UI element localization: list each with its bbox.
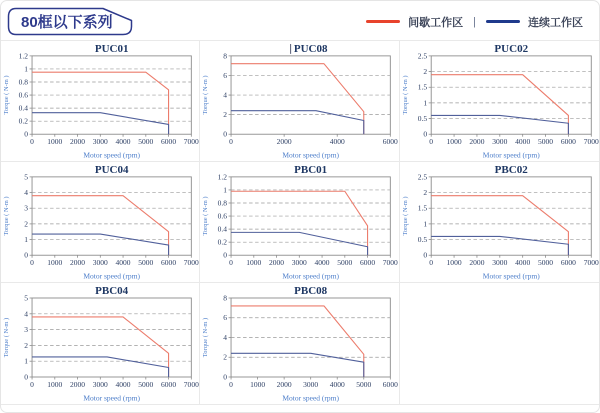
page-title: 80框以下系列 xyxy=(21,14,113,31)
y-tick-label: 1.2 xyxy=(217,172,228,182)
y-tick-label: 0 xyxy=(24,372,29,382)
chart-pbc04 xyxy=(1,283,200,404)
x-tick-label: 4000 xyxy=(115,137,131,147)
chart-title: PUC02 xyxy=(493,42,528,55)
x-tick-label: 2000 xyxy=(469,137,485,147)
y-tick-label: 2 xyxy=(24,219,29,229)
plot-area xyxy=(431,56,591,134)
x-tick-label: 2000 xyxy=(70,380,86,389)
y-tick-label: 5 xyxy=(24,293,29,303)
y-tick-label: 8 xyxy=(223,293,228,303)
y-tick-label: 0.4 xyxy=(18,103,29,113)
y-tick-label: 2 xyxy=(24,340,29,350)
plot-area xyxy=(431,177,591,255)
chart-title: PBC08 xyxy=(294,285,328,297)
chart-title: PBC02 xyxy=(494,163,528,176)
y-axis-label: Torque ( N-m ) xyxy=(2,196,11,236)
x-tick-label: 5000 xyxy=(356,380,372,389)
y-tick-label: 0.8 xyxy=(18,77,29,87)
y-axis-label: Torque ( N-m ) xyxy=(401,196,409,236)
x-tick-label: 3000 xyxy=(92,380,108,389)
x-tick-label: 3000 xyxy=(303,380,319,389)
x-tick-label: 1000 xyxy=(47,258,63,268)
continuous-line-swatch xyxy=(486,20,520,23)
y-tick-label: 1.5 xyxy=(417,82,427,92)
x-tick-label: 4000 xyxy=(514,258,530,268)
y-tick-label: 0 xyxy=(423,250,427,260)
y-tick-label: 2.5 xyxy=(417,172,427,182)
x-tick-label: 4000 xyxy=(330,137,346,147)
x-tick-label: 2000 xyxy=(70,258,86,268)
y-tick-label: 2 xyxy=(223,110,228,120)
y-tick-label: 0.6 xyxy=(217,211,228,221)
y-axis-label: Torque ( N-m ) xyxy=(202,75,210,115)
y-tick-label: 0 xyxy=(423,129,427,139)
chart-puc02 xyxy=(400,41,599,162)
x-tick-label: 3000 xyxy=(92,258,108,268)
x-tick-label: 1000 xyxy=(446,258,462,268)
x-axis-label: Motor speed (rpm) xyxy=(482,150,540,160)
x-tick-label: 7000 xyxy=(583,137,599,147)
x-tick-label: 4000 xyxy=(314,258,330,268)
x-tick-label: 0 xyxy=(229,380,234,389)
chart-puc08 xyxy=(200,41,399,162)
intermittent-line-swatch xyxy=(366,20,400,23)
chart-grid xyxy=(1,40,599,405)
x-tick-label: 3000 xyxy=(292,258,308,268)
y-tick-label: 0 xyxy=(223,129,228,139)
y-tick-label: 1.5 xyxy=(417,203,427,213)
continuous-label: 连续工作区 xyxy=(528,16,583,29)
y-tick-label: 5 xyxy=(24,172,29,182)
x-tick-label: 4000 xyxy=(330,380,346,389)
x-tick-label: 0 xyxy=(229,137,234,147)
y-tick-label: 1 xyxy=(423,219,427,229)
x-axis-label: Motor speed (rpm) xyxy=(482,271,540,281)
x-tick-label: 0 xyxy=(229,258,234,268)
y-tick-label: 0.6 xyxy=(18,90,29,100)
x-tick-label: 2000 xyxy=(469,258,485,268)
y-tick-label: 1 xyxy=(223,185,228,195)
x-tick-label: 1000 xyxy=(47,137,63,147)
y-tick-label: 0.2 xyxy=(217,237,228,247)
x-tick-label: 5000 xyxy=(537,258,553,268)
y-tick-label: 3 xyxy=(24,325,29,335)
x-tick-label: 6000 xyxy=(383,380,399,389)
x-tick-label: 7000 xyxy=(183,380,199,389)
y-tick-label: 0 xyxy=(24,129,29,139)
x-tick-label: 6000 xyxy=(383,137,399,147)
x-tick-label: 6000 xyxy=(360,258,376,268)
x-tick-label: 7000 xyxy=(583,258,599,268)
y-tick-label: 0 xyxy=(223,250,228,260)
y-axis-label: Torque ( N-m ) xyxy=(202,317,210,358)
chart-pbc02 xyxy=(400,162,599,283)
x-axis-label: Motor speed (rpm) xyxy=(83,150,141,160)
x-tick-label: 6000 xyxy=(161,380,177,389)
x-tick-label: 5000 xyxy=(138,258,154,268)
y-tick-label: 1 xyxy=(24,235,29,245)
x-axis-label: Motor speed (rpm) xyxy=(83,271,141,281)
x-tick-label: 0 xyxy=(30,137,34,147)
y-tick-label: 0.5 xyxy=(417,114,427,124)
x-tick-label: 6000 xyxy=(560,137,576,147)
y-tick-label: 1 xyxy=(24,64,29,74)
x-tick-label: 7000 xyxy=(183,258,199,268)
y-tick-label: 8 xyxy=(223,51,228,61)
y-tick-label: 0.5 xyxy=(417,235,427,245)
chart-title: PBC01 xyxy=(294,163,328,176)
y-axis-label: Torque ( N-m ) xyxy=(2,75,11,115)
x-axis-label: Motor speed (rpm) xyxy=(282,393,340,403)
page-title-tag xyxy=(7,7,133,36)
legend-separator: | xyxy=(473,15,476,28)
x-tick-label: 6000 xyxy=(560,258,576,268)
x-axis-label: Motor speed (rpm) xyxy=(282,150,340,160)
chart-title: PUC04 xyxy=(94,163,129,176)
x-tick-label: 2000 xyxy=(70,137,86,147)
y-tick-label: 2 xyxy=(423,67,427,77)
y-tick-label: 2 xyxy=(423,188,427,198)
x-tick-label: 5000 xyxy=(337,258,353,268)
y-tick-label: 1 xyxy=(24,356,29,366)
intermittent-label: 间歇工作区 xyxy=(408,16,464,29)
chart-puc04 xyxy=(1,162,200,283)
y-tick-label: 1.2 xyxy=(18,51,29,61)
x-tick-label: 7000 xyxy=(383,258,399,268)
y-tick-label: 4 xyxy=(223,90,228,100)
x-tick-label: 0 xyxy=(428,137,433,147)
x-tick-label: 1000 xyxy=(246,258,262,268)
x-tick-label: 7000 xyxy=(183,137,199,147)
x-tick-label: 1000 xyxy=(446,137,462,147)
x-tick-label: 1000 xyxy=(47,380,63,389)
x-axis-label: Motor speed (rpm) xyxy=(83,393,141,403)
y-tick-label: 1 xyxy=(423,98,427,108)
y-tick-label: 4 xyxy=(223,333,228,342)
x-tick-label: 6000 xyxy=(161,258,177,268)
x-tick-label: 2000 xyxy=(269,258,285,268)
chart-pbc01 xyxy=(200,162,399,283)
x-tick-label: 0 xyxy=(30,380,34,389)
y-tick-label: 6 xyxy=(223,70,228,80)
x-tick-label: 4000 xyxy=(115,258,131,268)
chart-pbc08 xyxy=(200,283,399,404)
page-header xyxy=(1,1,599,40)
x-tick-label: 2000 xyxy=(276,380,292,389)
y-tick-label: 3 xyxy=(24,203,29,213)
x-tick-label: 5000 xyxy=(138,380,154,389)
chart-title: PUC01 xyxy=(94,42,129,55)
x-tick-label: 2000 xyxy=(276,137,292,147)
plot-area xyxy=(32,177,191,255)
x-tick-label: 3000 xyxy=(491,137,508,147)
y-tick-label: 6 xyxy=(223,313,228,323)
y-axis-label: Torque ( N-m ) xyxy=(202,196,210,236)
empty-cell xyxy=(400,283,599,404)
chart-puc01 xyxy=(1,41,200,162)
x-tick-label: 5000 xyxy=(537,137,553,147)
x-tick-label: 0 xyxy=(428,258,433,268)
x-tick-label: 5000 xyxy=(138,137,154,147)
y-tick-label: 2.5 xyxy=(417,51,427,61)
y-tick-label: 2 xyxy=(223,352,228,362)
y-tick-label: 0 xyxy=(24,250,29,260)
y-tick-label: 4 xyxy=(24,309,29,319)
x-tick-label: 6000 xyxy=(161,137,177,147)
x-tick-label: 4000 xyxy=(115,380,131,389)
y-tick-label: 0.8 xyxy=(217,198,228,208)
y-tick-label: 4 xyxy=(24,188,29,198)
chart-title: PBC04 xyxy=(95,285,129,297)
x-tick-label: 3000 xyxy=(92,137,108,147)
x-tick-label: 1000 xyxy=(250,380,266,389)
chart-title: PUC08 xyxy=(294,42,328,55)
y-axis-label: Torque ( N-m ) xyxy=(3,317,11,358)
plot-area xyxy=(32,298,191,377)
x-tick-label: 0 xyxy=(30,258,34,268)
y-tick-label: 0 xyxy=(223,372,228,382)
x-tick-label: 3000 xyxy=(491,258,508,268)
legend xyxy=(366,14,595,30)
y-tick-label: 0.4 xyxy=(217,224,228,234)
x-axis-label: Motor speed (rpm) xyxy=(282,271,340,281)
x-tick-label: 4000 xyxy=(514,137,530,147)
y-axis-label: Torque ( N-m ) xyxy=(401,75,409,115)
y-tick-label: 0.2 xyxy=(18,116,29,126)
